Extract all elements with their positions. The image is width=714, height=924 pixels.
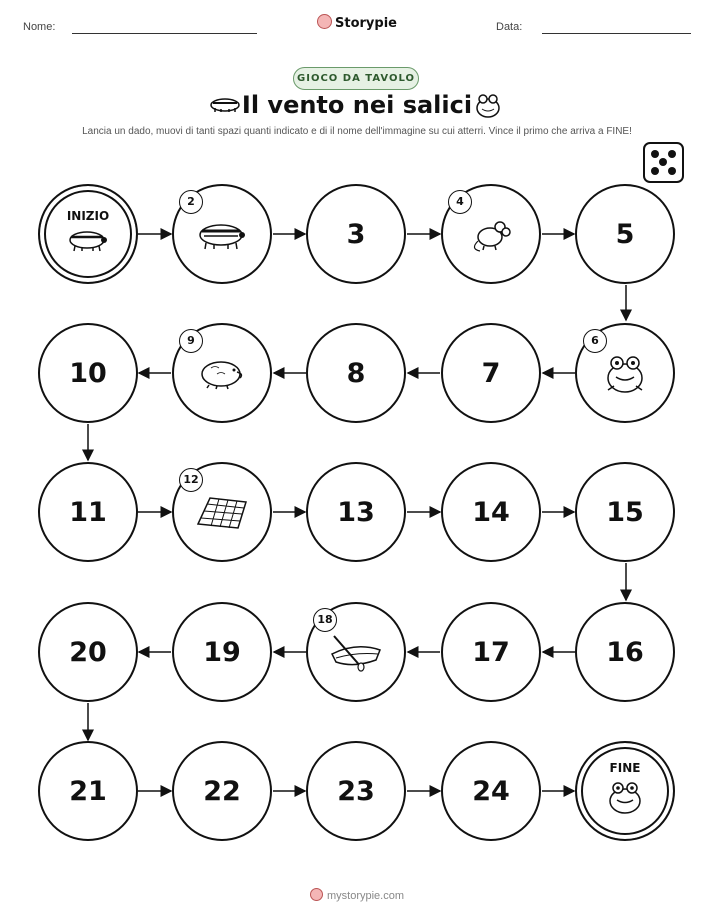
space-start [38,184,138,284]
space-number: 23 [337,775,375,807]
space-22 [172,741,272,841]
space-number-badge: 9 [179,329,203,353]
brand-mascot-icon [310,888,323,901]
space-number-badge: 6 [583,329,607,353]
space-13 [306,462,406,562]
space-number-badge: 18 [313,608,337,632]
space-10 [38,323,138,423]
space-number: 7 [481,357,501,389]
space-end [575,741,675,841]
brand-name: Storypie [335,16,397,31]
space-number: 21 [69,775,107,807]
space-number: 14 [472,496,510,528]
space-number: 16 [606,636,644,668]
toad-icon [605,777,645,815]
space-number: 20 [69,636,107,668]
space-20 [38,602,138,702]
mole-icon [197,356,247,390]
rowing-boat-icon [328,632,384,672]
mouse-icon [468,215,514,253]
space-number: 13 [337,496,375,528]
date-label: Data: [496,21,523,33]
badger-icon [65,225,111,253]
space-16 [575,602,675,702]
space-7 [441,323,541,423]
picnic-blanket-icon [194,494,250,530]
space-8 [306,323,406,423]
toad-icon [602,350,648,396]
space-5 [575,184,675,284]
badger-icon [194,216,250,252]
space-21 [38,741,138,841]
space-23 [306,741,406,841]
instructions: Lancia un dado, muovi di tanti spazi quanti indicato e di il nome dell'immagine su cui atterri. Vince il primo che arriva a FINE! [82,126,632,137]
space-17 [441,602,541,702]
space-number-badge: 12 [179,468,203,492]
space-number: 22 [203,775,241,807]
space-number: 11 [69,496,107,528]
space-number: 17 [472,636,510,668]
space-number: 5 [615,218,635,250]
space-15 [575,462,675,562]
space-11 [38,462,138,562]
page-title: Il vento nei salici [241,91,473,119]
space-3 [306,184,406,284]
space-number: 19 [203,636,241,668]
space-number: 24 [472,775,510,807]
space-number-badge: 2 [179,190,203,214]
footer [0,888,714,902]
name-label: Nome: [23,21,56,33]
start-label: INIZIO [66,209,110,223]
space-number: 15 [606,496,644,528]
space-19 [172,602,272,702]
space-number: 3 [346,218,366,250]
space-number: 10 [69,357,107,389]
space-number: 8 [346,357,366,389]
space-number-badge: 4 [448,190,472,214]
footer-url[interactable]: mystorypie.com [326,890,405,902]
space-14 [441,462,541,562]
space-24 [441,741,541,841]
end-label: FINE [609,761,641,775]
category-badge: GIOCO DA TAVOLO [293,67,419,90]
